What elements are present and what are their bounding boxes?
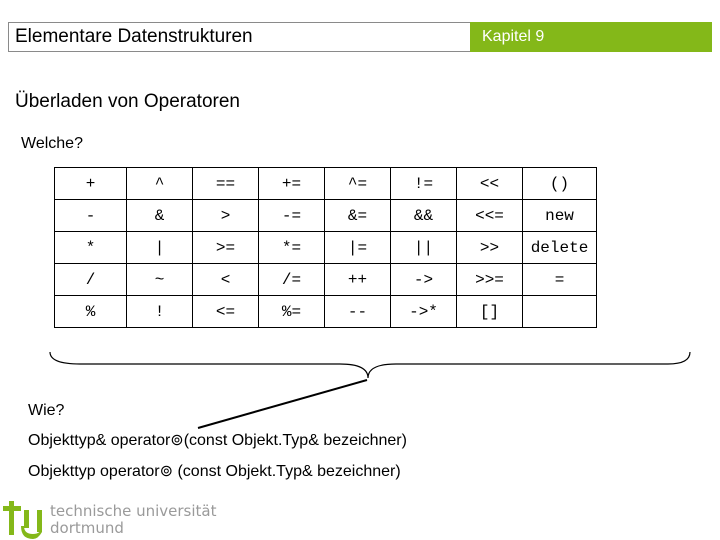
table-cell: - — [55, 200, 127, 232]
table-cell: *= — [259, 232, 325, 264]
table-cell: ^ — [127, 168, 193, 200]
table-cell: > — [193, 200, 259, 232]
table-cell: < — [193, 264, 259, 296]
table-cell: << — [457, 168, 523, 200]
chapter-label: Kapitel 9 — [470, 22, 712, 52]
table-cell: >= — [193, 232, 259, 264]
table-cell: += — [259, 168, 325, 200]
table-cell: ! — [127, 296, 193, 328]
table-cell: /= — [259, 264, 325, 296]
table-cell: >>= — [457, 264, 523, 296]
curly-brace — [50, 352, 690, 378]
table-cell: % — [55, 296, 127, 328]
table-cell: & — [127, 200, 193, 232]
table-cell: delete — [523, 232, 597, 264]
table-cell: = — [523, 264, 597, 296]
university-name-line: dortmund — [50, 519, 124, 537]
table-cell: -= — [259, 200, 325, 232]
section-title: Überladen von Operatoren — [15, 91, 240, 112]
table-cell: == — [193, 168, 259, 200]
university-name — [50, 503, 217, 537]
table-cell: -- — [325, 296, 391, 328]
tu-logo-icon — [0, 498, 46, 540]
table-cell: ->* — [391, 296, 457, 328]
table-cell: ~ — [127, 264, 193, 296]
table-cell: -> — [391, 264, 457, 296]
table-cell: %= — [259, 296, 325, 328]
table-cell: <<= — [457, 200, 523, 232]
which-label: Welche? — [21, 135, 83, 152]
table-cell: && — [391, 200, 457, 232]
university-name-line: technische universität — [50, 502, 217, 520]
declaration-by-value: Objekttyp operator⊚ (const Objekt.Typ& bezeichner) — [28, 463, 401, 480]
pointer-arrow — [198, 380, 367, 428]
table-cell: () — [523, 168, 597, 200]
table-cell: + — [55, 168, 127, 200]
table-cell: != — [391, 168, 457, 200]
table-cell: / — [55, 264, 127, 296]
table-cell: [] — [457, 296, 523, 328]
table-cell: || — [391, 232, 457, 264]
table-cell: * — [55, 232, 127, 264]
table-cell: ^= — [325, 168, 391, 200]
table-cell: ++ — [325, 264, 391, 296]
table-cell: | — [127, 232, 193, 264]
header-title: Elementare Datenstrukturen — [15, 26, 253, 47]
how-label: Wie? — [28, 402, 65, 419]
declaration-by-reference: Objekttyp& operator⊚(const Objekt.Typ& bezeichner) — [28, 432, 407, 449]
table-cell: |= — [325, 232, 391, 264]
table-cell: new — [523, 200, 597, 232]
table-cell: &= — [325, 200, 391, 232]
table-cell: <= — [193, 296, 259, 328]
table-cell: >> — [457, 232, 523, 264]
